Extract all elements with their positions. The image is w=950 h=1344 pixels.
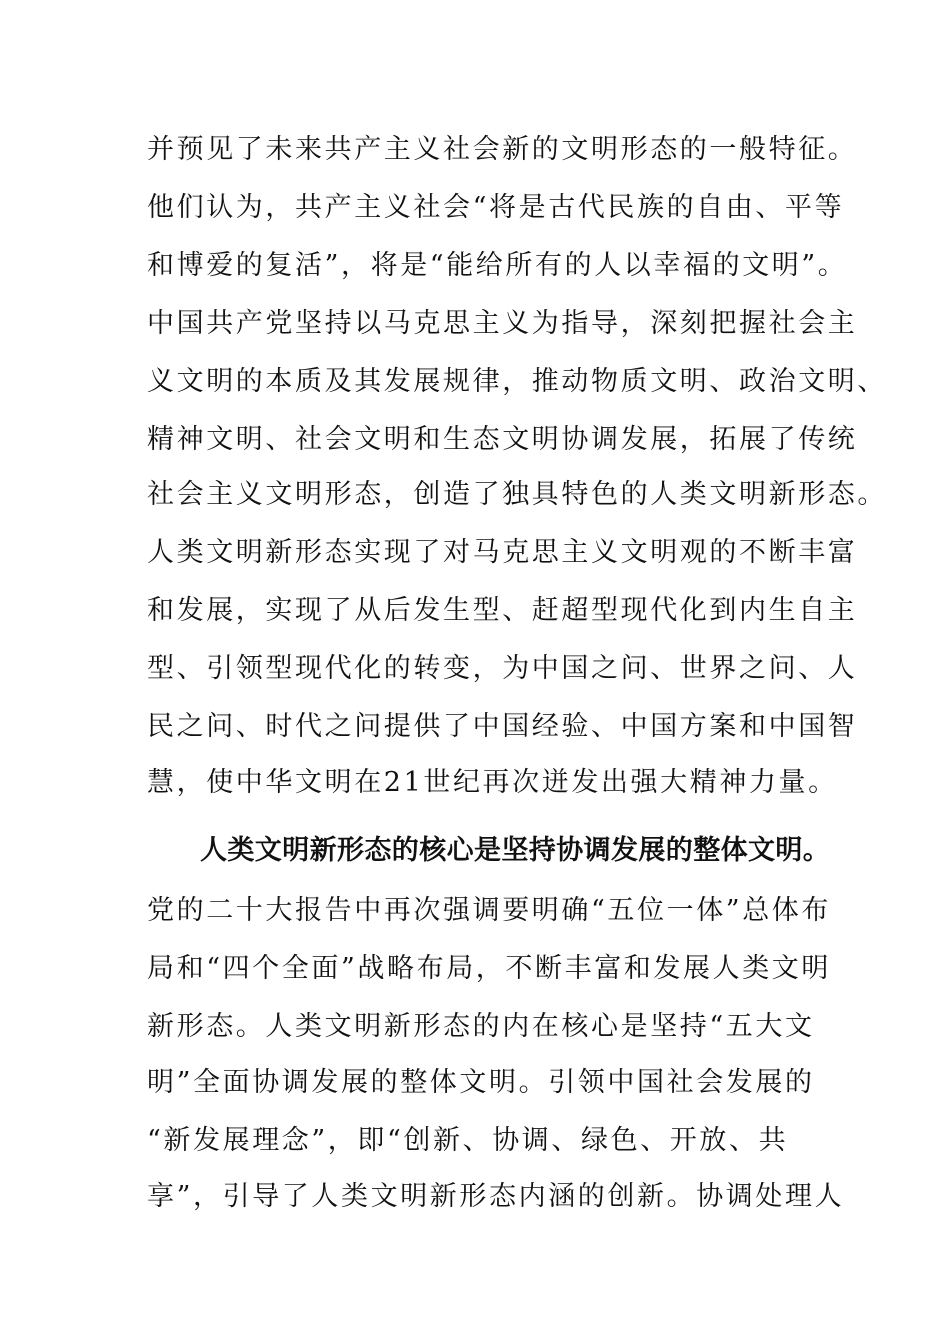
- paragraph-1-line-1: 并预见了未来共产主义社会新的文明形态的一般特征。: [147, 134, 858, 165]
- paragraph-1-line-10: 型、引领型现代化的转变，为中国之问、世界之问、人: [147, 653, 858, 684]
- paragraph-2-line-4: 明”全面协调发展的整体文明。引领中国社会发展的: [147, 1067, 815, 1098]
- paragraph-2-line-3: 新形态。人类文明新形态的内在核心是坚持“五大文: [147, 1011, 815, 1042]
- paragraph-2-line-5: “新发展理念”，即“创新、协调、绿色、开放、共: [147, 1125, 789, 1156]
- paragraph-1-line-9: 和发展，实现了从后发生型、赶超型现代化到内生自主: [147, 595, 858, 626]
- paragraph-1-line-2: 他们认为，共产主义社会“将是古代民族的自由、平等: [147, 192, 845, 223]
- paragraph-1-line-8: 人类文明新形态实现了对马克思主义文明观的不断丰富: [147, 537, 858, 568]
- paragraph-2-line-1: 党的二十大报告中再次强调要明确“五位一体”总体布: [147, 895, 832, 926]
- paragraph-1-line-6: 精神文明、社会文明和生态文明协调发展，拓展了传统: [147, 424, 858, 455]
- paragraph-1-line-12: 慧，使中华文明在21世纪再次迸发出强大精神力量。: [147, 767, 838, 798]
- paragraph-2-line-6: 享”，引导了人类文明新形态内涵的创新。协调处理人: [147, 1181, 845, 1212]
- paragraph-2-line-2: 局和“四个全面”战略布局，不断丰富和发展人类文明: [147, 953, 832, 984]
- paragraph-1-line-11: 民之问、时代之问提供了中国经验、中国方案和中国智: [147, 711, 858, 742]
- paragraph-1-line-7: 社会主义文明形态，创造了独具特色的人类文明新形态。: [147, 479, 887, 510]
- paragraph-1-line-3: 和博爱的复活”，将是“能给所有的人以幸福的文明”。: [147, 250, 848, 281]
- paragraph-1-line-4: 中国共产党坚持以马克思主义为指导，深刻把握社会主: [147, 308, 858, 339]
- paragraph-1-line-5: 义文明的本质及其发展规律，推动物质文明、政治文明、: [147, 366, 887, 397]
- section-heading: 人类文明新形态的核心是坚持协调发展的整体文明。: [200, 835, 831, 866]
